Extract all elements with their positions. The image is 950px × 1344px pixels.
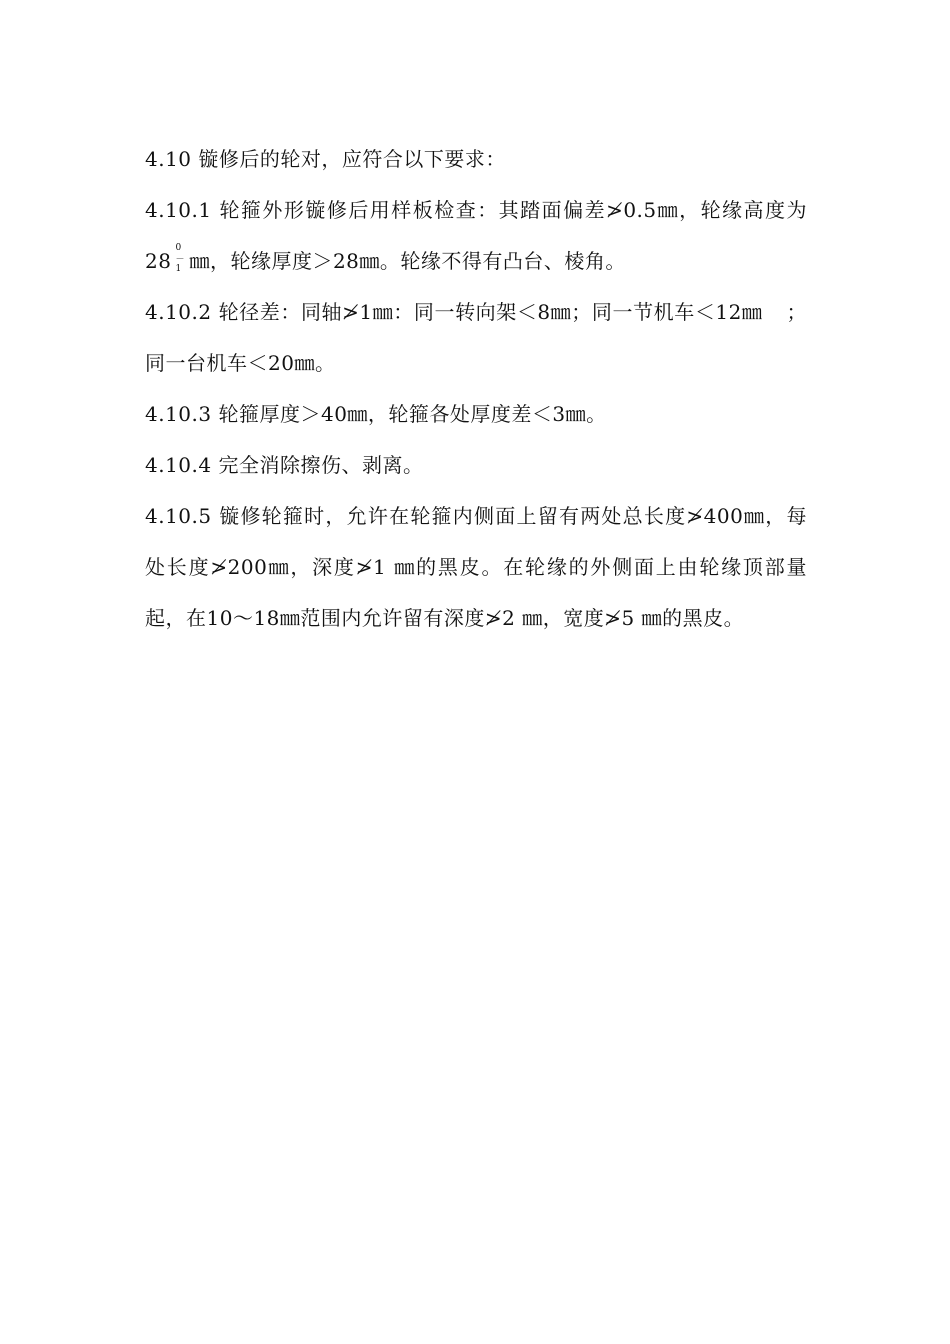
- paragraph-4-10-1: [145, 185, 807, 287]
- paragraph-4-10-1-text-b: ㎜，轮缘厚度＞28㎜。轮缘不得有凸台、棱角。: [189, 249, 626, 273]
- paragraph-4-10-2: [145, 287, 807, 389]
- paragraph-4-10-4: 4.10.4 完全消除擦伤、剥离。: [145, 453, 424, 477]
- tolerance-upper: 0: [175, 243, 182, 253]
- tolerance-marker: [173, 243, 187, 274]
- paragraph-4-10-2-text-a: 4.10.2 轮径差：同轴≯1㎜：同一转向架＜8㎜；同一节机车＜12㎜: [145, 300, 763, 324]
- document-body: [145, 134, 807, 644]
- paragraph-4-10-3: 4.10.3 轮箍厚度＞40㎜，轮箍各处厚度差＜3㎜。: [145, 402, 607, 426]
- tolerance-lower: －1: [175, 255, 185, 274]
- paragraph-4-10: 4.10 镟修后的轮对，应符合以下要求：: [145, 147, 506, 171]
- paragraph-4-10-1-text-a: 4.10.1 轮箍外形镟修后用样板检查：其踏面偏差≯0.5㎜，轮缘高度为28: [145, 198, 807, 273]
- paragraph-4-10-5: 4.10.5 镟修轮箍时，允许在轮箍内侧面上留有两处总长度≯400㎜，每处长度≯200㎜，深度≯1 ㎜的黑皮。在轮缘的外侧面上由轮缘顶部量起，在10～18㎜范围内允许留有深度≯2 ㎜，宽度≯5 ㎜的黑皮。: [145, 504, 807, 630]
- paragraph-4-10-2-text-b: ；同一台机车＜20㎜。: [145, 300, 807, 375]
